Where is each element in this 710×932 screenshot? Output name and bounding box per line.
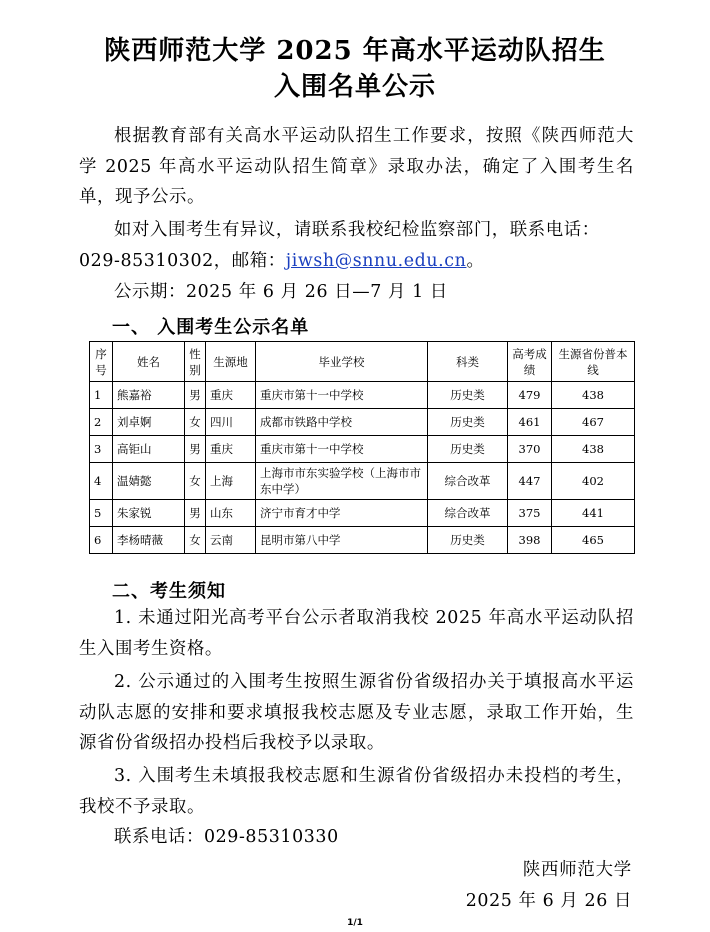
cell-origin: 云南 [206,527,256,554]
cell-origin: 重庆 [206,436,256,463]
cell-index: 2 [90,409,113,436]
header-cell: 性别 [185,342,206,382]
objection-line: 如对入围考生有异议，请联系我校纪检监察部门，联系电话： [114,220,600,240]
cell-name: 高钜山 [113,436,185,463]
cell-cutoff: 438 [552,436,635,463]
cell-index: 5 [90,500,113,527]
cell-school: 重庆市第十一中学校 [256,382,428,409]
header-cell: 姓名 [113,342,185,382]
header-cell: 科类 [428,342,508,382]
cell-score: 375 [508,500,552,527]
cell-school: 重庆市第十一中学校 [256,436,428,463]
signature-date: 2025 年 6 月 26 日 [465,891,632,911]
cell-gender: 男 [185,436,206,463]
cell-cutoff: 465 [552,527,635,554]
cell-category: 历史类 [428,527,508,554]
table-row [90,500,635,527]
header-cell: 毕业学校 [256,342,428,382]
contact-phone: 联系电话：029-85310330 [114,827,339,847]
notice-item-2: 2. 公示通过的入围考生按照生源省份省级招办关于填报高水平运动队志愿的安排和要求填报我校志愿及专业志愿，录取工作开始，生源省份省级招办投档后我校予以录取。 [79,672,634,753]
doc-title-line2: 入围名单公示 [273,72,436,102]
cell-score: 461 [508,409,552,436]
cell-index: 6 [90,527,113,554]
cell-name: 熊嘉裕 [113,382,185,409]
cell-name: 刘卓婀 [113,409,185,436]
cell-category: 综合改革 [428,463,508,500]
signature-org: 陕西师范大学 [522,860,632,880]
header-cell: 生源省份普本线 [552,342,635,382]
cell-gender: 女 [185,527,206,554]
table-header-row [90,342,635,382]
cell-category: 历史类 [428,409,508,436]
table-row [90,409,635,436]
cell-school: 昆明市第八中学 [256,527,428,554]
section2-heading: 二、考生须知 [112,581,226,602]
cell-score: 398 [508,527,552,554]
phone-email-line [79,246,484,277]
cell-cutoff: 467 [552,409,635,436]
cell-gender: 男 [185,500,206,527]
publicity-period: 公示期：2025 年 6 月 26 日—7 月 1 日 [114,282,448,302]
cell-origin: 重庆 [206,382,256,409]
cell-index: 4 [90,463,113,500]
email-link[interactable]: jiwsh@snnu.edu.cn [285,251,467,271]
phone-text: 029-85310302，邮箱： [79,251,286,271]
cell-name: 李杨晴薇 [113,527,185,554]
header-cell: 序号 [90,342,113,382]
cell-score: 447 [508,463,552,500]
doc-title-line1: 陕西师范大学 2025 年高水平运动队招生 [104,36,606,66]
cell-school: 成都市铁路中学校 [256,409,428,436]
header-cell: 高考成绩 [508,342,552,382]
cell-gender: 女 [185,463,206,500]
cell-school: 济宁市育才中学 [256,500,428,527]
cell-gender: 女 [185,409,206,436]
cell-name: 朱家锐 [113,500,185,527]
cell-school: 上海市市东实验学校（上海市市东中学） [256,463,428,500]
candidate-table [89,341,635,554]
cell-cutoff: 441 [552,500,635,527]
table-row [90,382,635,409]
notice-item-3: 3. 入围考生未填报我校志愿和生源省份省级招办未投档的考生，我校不予录取。 [79,766,634,817]
cell-origin: 上海 [206,463,256,500]
cell-index: 1 [90,382,113,409]
cell-gender: 男 [185,382,206,409]
cell-score: 370 [508,436,552,463]
header-cell: 生源地 [206,342,256,382]
table-row [90,436,635,463]
table-row [90,463,635,500]
cell-origin: 山东 [206,500,256,527]
cell-cutoff: 438 [552,382,635,409]
cell-origin: 四川 [206,409,256,436]
cell-category: 历史类 [428,382,508,409]
cell-index: 3 [90,436,113,463]
cell-cutoff: 402 [552,463,635,500]
cell-name: 温婧懿 [113,463,185,500]
cell-score: 479 [508,382,552,409]
notice-item-1: 1. 未通过阳光高考平台公示者取消我校 2025 年高水平运动队招生入围考生资格。 [79,608,634,659]
cell-category: 综合改革 [428,500,508,527]
page-number: 1/1 [347,918,363,928]
cell-category: 历史类 [428,436,508,463]
section1-heading: 一、 入围考生公示名单 [112,317,310,338]
intro-paragraph: 根据教育部有关高水平运动队招生工作要求，按照《陕西师范大学 2025 年高水平运动队招生简章》录取办法，确定了入围考生名单，现予公示。 [79,126,634,207]
email-suffix: 。 [466,251,485,271]
table-row [90,527,635,554]
